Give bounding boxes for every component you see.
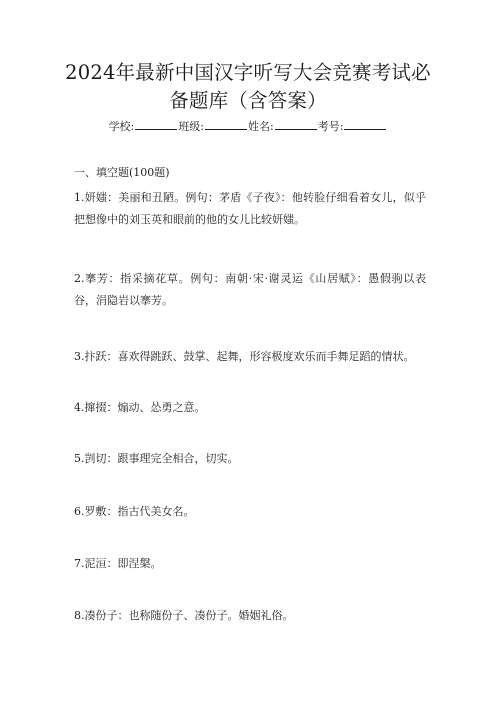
entry-7: 7.泥洹：即涅槃。 — [74, 557, 162, 570]
name-blank — [275, 118, 317, 130]
document-title-line-1: 2024年最新中国汉字听写大会竞赛考试必 — [65, 61, 431, 84]
student-info-row — [0, 118, 496, 135]
section-heading: 一、填空题(100题) — [74, 166, 170, 179]
school-label: 学校: — [108, 120, 135, 133]
school-blank — [135, 118, 177, 130]
entry-4: 4.撺掇：煽动、怂勇之意。 — [74, 401, 206, 414]
entry-1: 1.妍媸：美丽和丑陋。例句：茅盾《子夜》：他转脸仔细看着女儿，似乎把想像中的刘玉英和眼前的他的女儿比较妍媸。 — [74, 191, 426, 226]
exam-no-label: 考号: — [317, 120, 344, 133]
name-label: 姓名: — [248, 120, 274, 133]
entry-5: 5.剀切：跟事理完全相合，切实。 — [74, 452, 239, 465]
exam-no-blank — [344, 118, 386, 130]
entry-8: 8.凑份子：也称随份子、凑份子。婚姻礼俗。 — [74, 609, 294, 622]
class-blank — [205, 118, 247, 130]
document-title-line-2: 备题库（含答案） — [169, 89, 327, 112]
class-label: 班级: — [178, 120, 204, 133]
entry-3: 3.抃跃：喜欢得跳跃、鼓掌、起舞，形容极度欢乐而手舞足蹈的情状。 — [74, 350, 415, 363]
entry-2: 2.搴芳：指采摘花草。例句：南朝·宋·谢灵运《山居赋》：愚假驹以表谷，涓隐岩以搴芳。 — [74, 272, 426, 307]
entry-6: 6.罗敷：指古代美女名。 — [74, 505, 195, 518]
